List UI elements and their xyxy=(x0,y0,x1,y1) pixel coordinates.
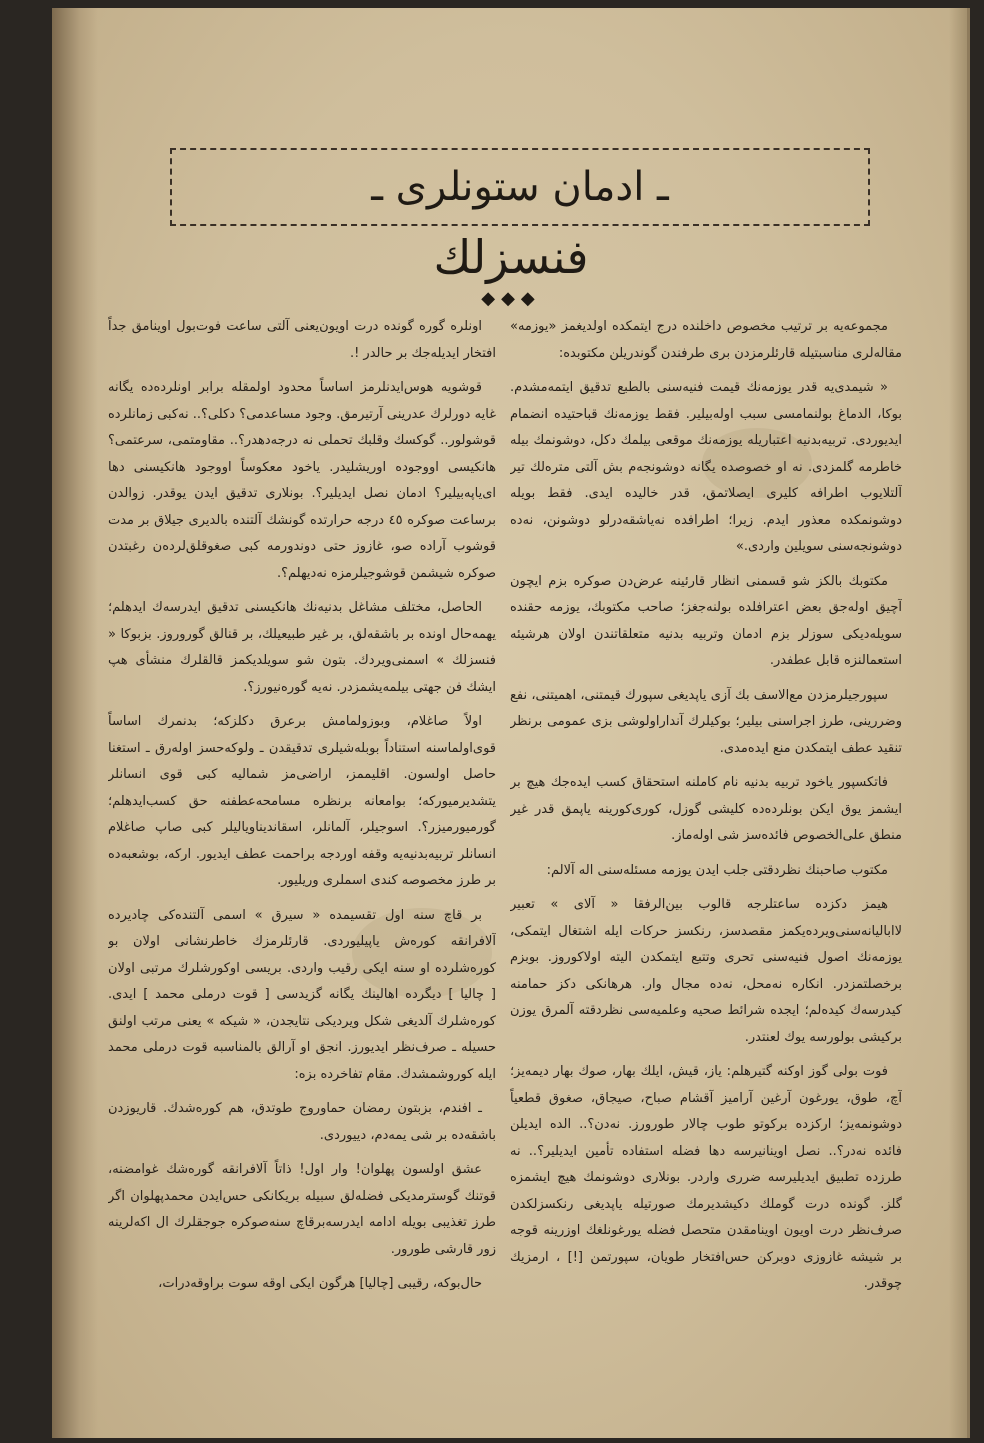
section-header-box xyxy=(170,148,870,226)
magazine-page xyxy=(52,8,970,1438)
paragraph: هیمز دکزده ساعتلرجه قالوب بین‌الرفقا « آلای » تعبیر لاابالیانه‌سنی‌ویرده‌یکمز مقصدسز، رنکسز حرکات ایله اشتغال ایتمکی، یوزمه‌نك اصول فنیه‌سنی تحری وتتبع ایتمکدن الیته اولاکوروز. بوبزم برخصلتمزدر. انکاره نه‌محل، نه‌ده مجال وار. هرهانکی دکز حمامنه کیدرسه‌ك کیده‌لم؛ ایجده شرائط صحیه وعلمیه‌سی نظردقته آلمرق یوزن برکیشی بولورسه یوك لعنتدر. xyxy=(510,897,902,1045)
text-column-right xyxy=(510,314,902,1404)
text-column-left xyxy=(108,314,496,1404)
paragraph: قوشویه هوس‌ایدنلرمز اساساً محدود اولمقله برابر اونلرده‌ده یگانه غایه دورلرك عدرینی آرتیرمق. وجود مساعدمی؟ دکلی؟.. نه‌کبی زمانلرده قوشولور.. گوکسك وقلبك تحملی نه درجه‌دهدر؟.. مقاومتمی، سرعتمی؟ هانکیسی اووجوده اوریشلیدر. یاخود معکوساً اووجود هانکیسنی دها ای‌یاپه‌بیلیر؟ ادمان نصل ایدیلیر؟. بونلاری تدقیق ایدن یوقدر. زوالدن برساعت صوکره ٤٥ درجه حرارتده گونشك آلتنده بالدیری جیلاق بر مدت قوشوب آراده صو، غازوز حتی دوندورمه کبی صغوقلق‌لرده‌ن رغبتدن صوکره شیشمن قوشوجیلرمزه نه‌دیهلم؟. xyxy=(108,380,496,581)
page-edge xyxy=(949,8,967,1438)
title-ornament: ◆◆◆ xyxy=(481,288,541,309)
section-header-title: ـ ادمان ستونلری ـ xyxy=(371,164,669,210)
paragraph: بر قاچ سنه اول تقسیمده « سیرق » اسمی آلتنده‌کی چادیرده آلافرانقه کورەش یاپیلیوردی. قارئلرمزك خاطرنشانی اولان بو کورەشلرده او سنه ایکی رقیب واردی. بریسی اوکورشلرك مرتبی اولان [ چالیا ] دیگرده اهالینك یگانه گزیدسی [ قوت درملی محمد ] ایدی. کوره‌شلرك آلدیغی شکل ویردیکی نتایجدن، « شیکه » یعنی مرتب اولنق حسیله ـ صرف‌نظر ایدیورز. انجق او آرالق بالمناسبه قوت درملی محمد ایله کوروشمشدك. مقام تفاخرده بزه: xyxy=(108,907,496,1082)
paragraph: اولاً صاغلام، وبوزولمامش برعرق دکلزکه؛ بدنمرك اساساً قوی‌اولماسنه استناداً بوبله‌شیلری تدقیقدن ـ ولوکه‌حسز اوله‌رق ـ استغنا حاصل اولسون. اقلیممز، اراضی‌مز شمالیه کبی قوی انسانلر یتشدیرمیورکه؛ بوامعانه برنظره مسامحه‌عطفنه حق کسب‌ایدهلم؛ گورمیورمیزر؟. اسوجیلر، آلمانلر، اسقاندیناویالیلر کبی صاپ صاغلام انسانلر تربیه‌بدنیه‌یه وقفه اوردجه براحمت عطف ایدیور. ارکه، بوشعبه‌ده بر طرز مخصوصه کندی اسملری وریلیور. xyxy=(108,714,496,888)
paragraph: مکتوب صاحبنك نظردقتی جلب ایدن یوزمه مسئله‌سنی اله آلالم: xyxy=(546,862,888,878)
paragraph: ـ افندم، بزبتون رمضان حماوروج طوتدق، هم کوره‌شدك. قاریوزدن باشقه‌ده بر شی یمه‌دم، دییوردی. xyxy=(108,1101,496,1143)
paragraph: عشق اولسون پهلوان! وار اول! ذاتاً آلافرانقه گوره‌شك غوامضنه، قوتنك گوسترمدیکی فضله‌لق سبیله بریکانکی حس‌ایدن محمدپهلوان اگر طرز تغذیبی بویله ادامه ایدرسه‌برقاچ سنه‌صوکره جوجقلرك ال اکه‌لرینه زور قارشی طورور. xyxy=(108,1162,496,1257)
paragraph: مکتوبك بالکز شو قسمنی انظار قارئینه عرض‌دن صوکره بزم ایچون آچیق اوله‌جق بعض اعترافلده بولنه‌جغز؛ صاحب مکتوبك، یوزمه حقنده سویله‌دیکی سوزلر بزم ادمان وتربیه بدنیه متعلقاتندن اولان هرشیئه استعمالنزه قابل عطفدر. xyxy=(510,573,902,668)
paragraph: اونلره گوره گونده درت اویون‌یعنی آلتی ساعت فوت‌بول اوینامق جداً افتخار ایدیله‌جك بر حالدر !. xyxy=(108,319,496,361)
article-title: فنسزلك xyxy=(433,230,589,284)
paragraph: « شیمدی‌یه قدر یوزمه‌نك قیمت فنیه‌سنی بالطبع تدقیق ایتمه‌مشدم. بوكا، الدماغ بولنمامسی سبب اوله‌بیلیر. فقط یوزمه‌نك قباحتیده انضمام ایدیوردی. تربیه‌بدنیه اعتباریله یوزمه‌نك موقعی بیلمك دکل، دوشونمك بیله خاطرمه گلمزدی. نه او خصوصده یگانه دوشونجه‌م بش آلتی متره‌لك تیر آلتلایوب اطرافه کلیری ایصلاتمق، قدر خالیده ایدی. فقط بویله دوشونمکده معذور ایدم. زیرا؛ اطرافده نه‌یاشقه‌درلو دوشونن، نه‌ده دوشونجه‌سنی سویلین واردی.» xyxy=(510,380,902,554)
paragraph: فاتکسپور یاخود تربیه بدنیه نام کاملنه استحقاق کسب ایده‌جك هیچ بر ایشمز یوق ایکن بونلرده‌ده کلیشی گوزل، کوری‌کورینه یاپمق قدر غیر منطق علی‌الخصوص فائده‌سز شی اوله‌ماز. xyxy=(510,775,902,843)
paragraph: سپورجیلرمزدن مع‌الاسف بك آزی یاپدیغی سپورك قیمتنی، اهمیتنی، نفع وضررینی، طرز اجراسنی بیلیر؛ بوکیلرك آنداراولوشی بزی عمومی برنظر تنقید عطف ایتمکدن منع ایده‌مدی. xyxy=(510,687,902,756)
paragraph: حال‌بوکه، رقیبی [چالیا] هرگون ایکی اوقه سوت براوقه‌درات، xyxy=(158,1276,482,1291)
page-spine-shadow xyxy=(52,8,98,1438)
paragraph: فوت بولی گوز اوکنه گتیرهلم: یاز، قیش، ایلك بهار، صوك بهار دیمه‌یز؛ آچ، طوق، یورغون آرغین آرامیز آقشام صباح، صیجاق، صغوق قطعیاً دوشونمه‌یز؛ ارکزده برکوتو طوب چالار طورورز. نه‌دن؟.. الده ایدیلن فائده نه‌در؟.. نصل اوینانیرسه دها فضله استفاده تأمین ایدیلیر؟.. نه طرزده تطبیق ایدیلیرسه ضرری واردر. بونلاری دوشونمك هیچ ایشمزه گلز. گونده درت گوملك دکیشدیرمك صورتیله یاپدیغی رنکسزلکدن صرف‌نظر درت اویون اوینامقدن متحصل فضله یورغونلغك اوزرینه قوجه بر شیشه غازوزی دوبرکن حس‌افتخار طویان، سپورتمن [!] ، ارمزیك چوقدر. xyxy=(510,1064,902,1291)
paragraph: الحاصل، مختلف مشاغل بدنیه‌نك هانکیسنی تدقیق ایدرسه‌ك ایدهلم؛ یهمه‌حال اونده بر باشقه‌لق، بر غیر طبیعیلك، بر قنالق گوروروز. بزبوکا « فنسزلك » اسمنی‌ویردك. بتون شو سویلدیکمز قالقلرك منشأی هپ ایشك فن جهتی بیلمه‌یشمزدر. نه‌یه گوره‌نیورز؟. xyxy=(108,600,496,695)
paragraph: مجموعه‌یه بر ترتیب مخصوص داخلنده درج ایتمکده اولدیغمز «یوزمه» مقاله‌لری مناسبتیله قارئلرمزدن بری طرفندن گوندریلن مکتوبده: xyxy=(510,319,902,361)
